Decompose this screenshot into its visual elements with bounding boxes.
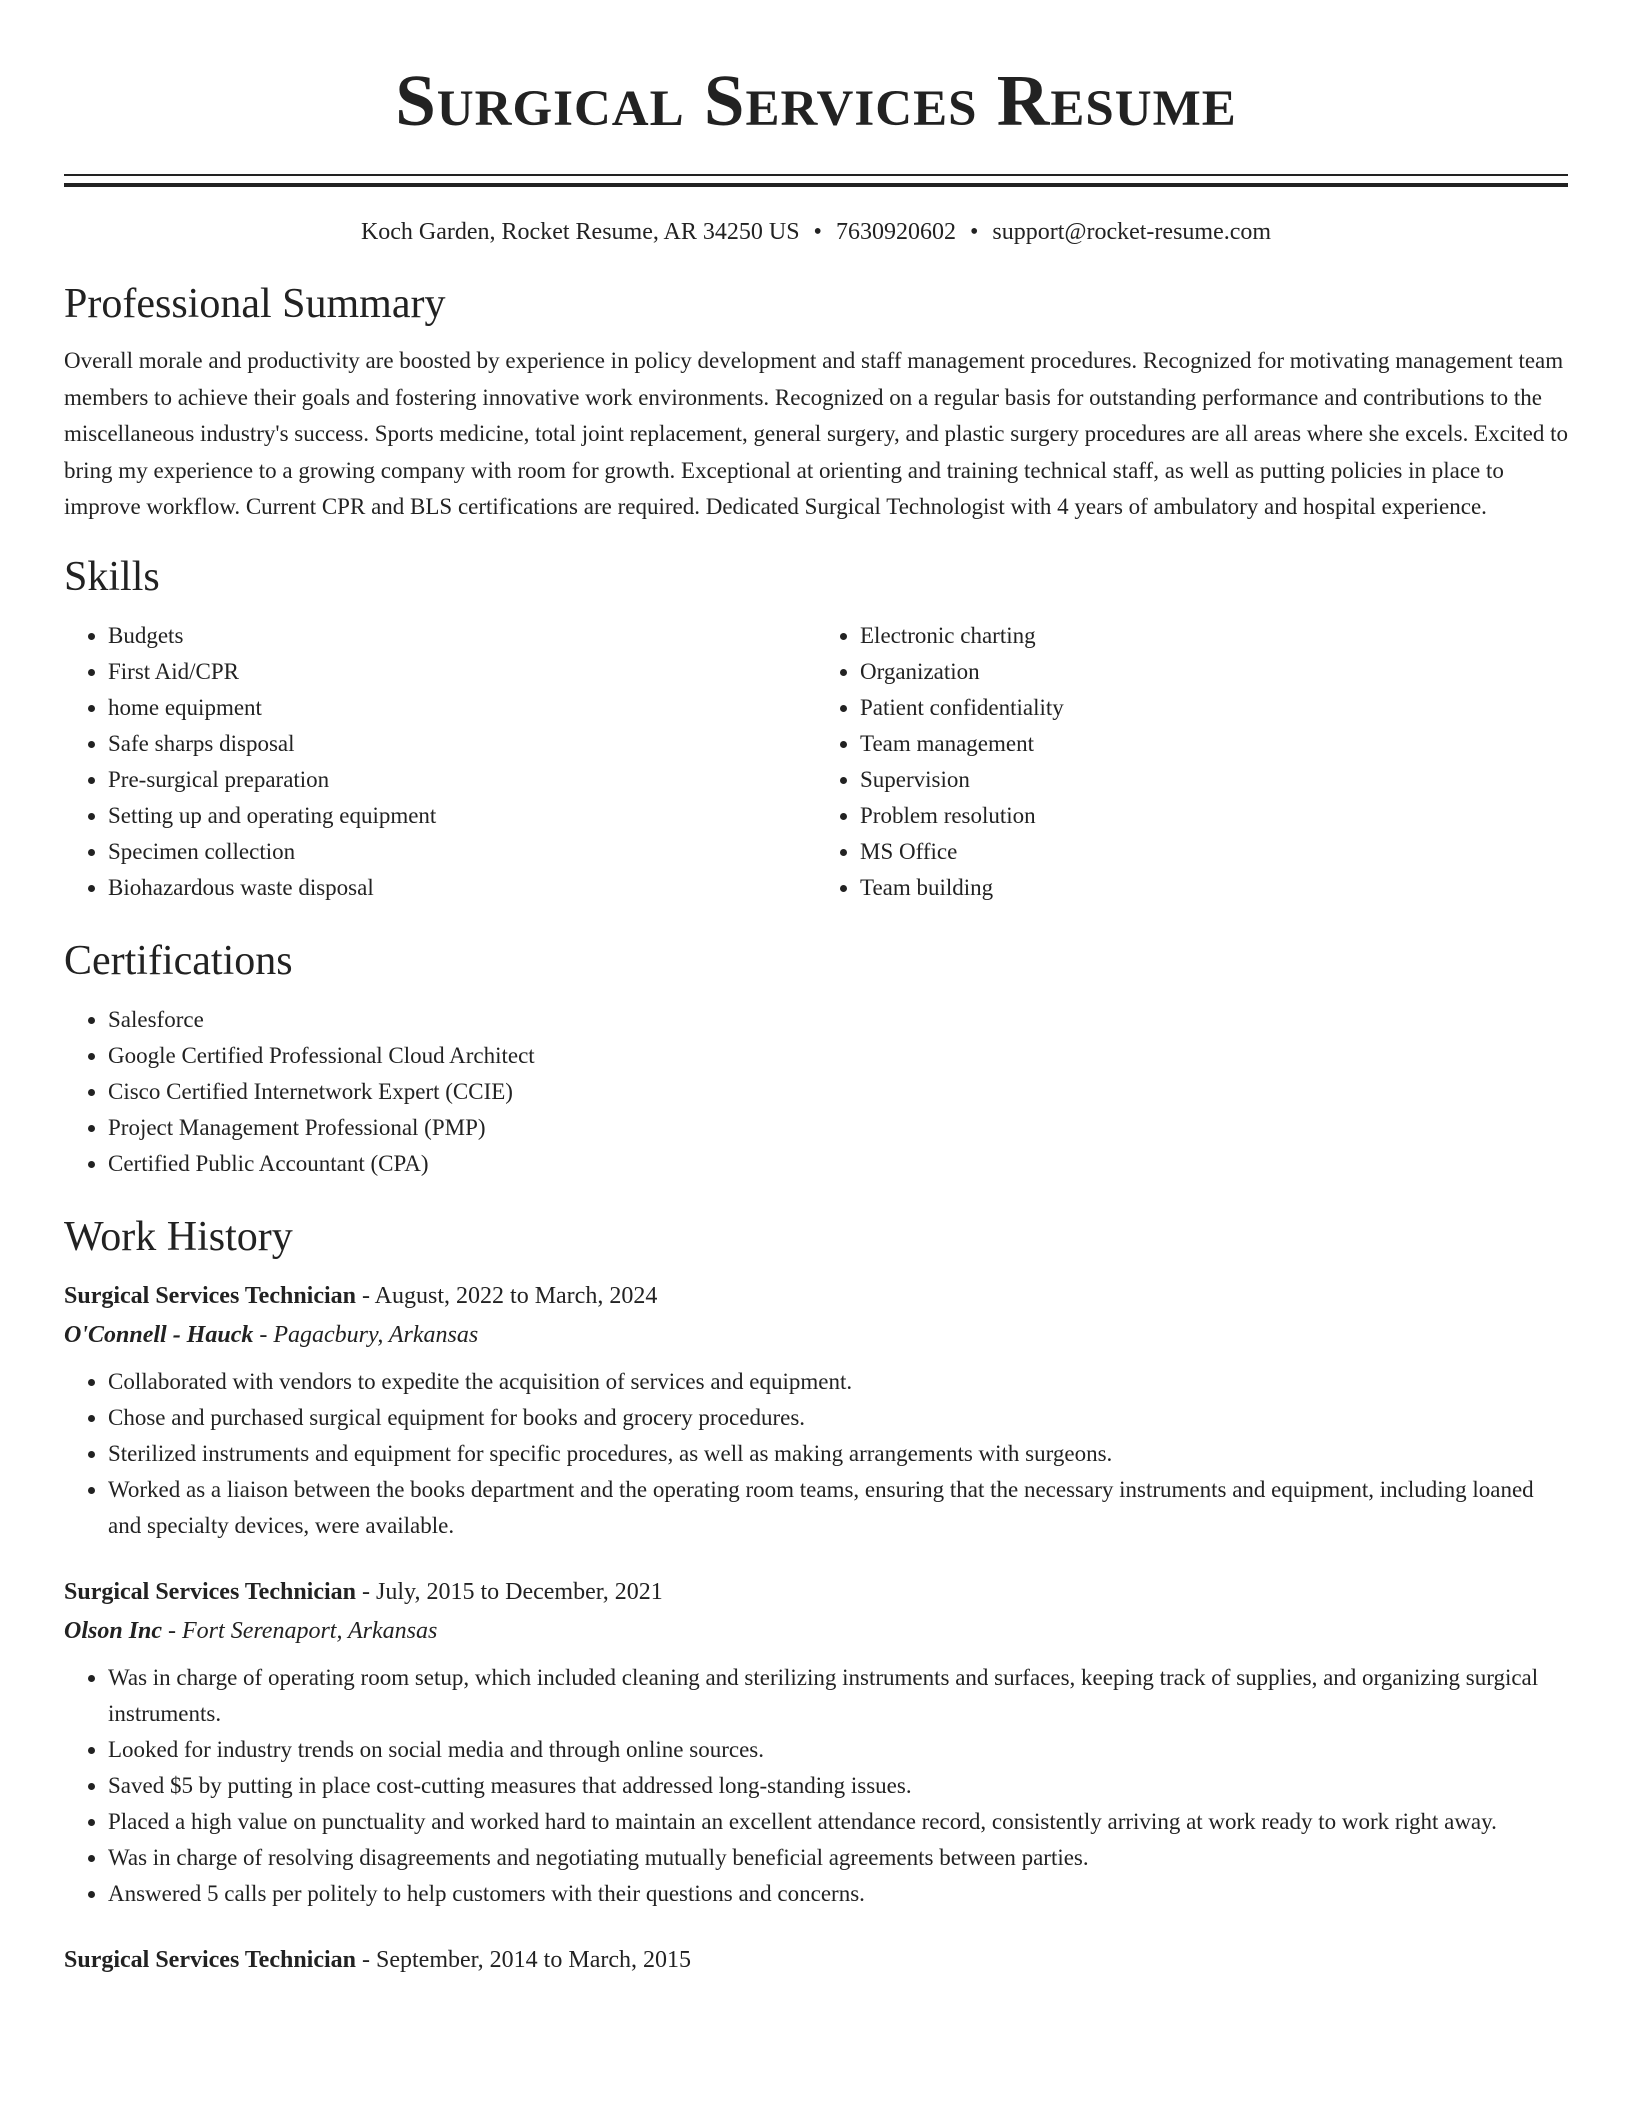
skill-item: • First Aid/CPR <box>108 654 816 690</box>
contact-line <box>64 215 1568 249</box>
duty-item: • Sterilized instruments and equipment for specific procedures, as well as making arrangements with surgeons. <box>108 1436 1568 1472</box>
job-company: O'Connell - Hauck <box>64 1321 254 1348</box>
section-heading-certifications: Certifications <box>64 937 293 984</box>
job-location: - Fort Serenaport, Arkansas <box>162 1617 438 1644</box>
certifications-section <box>64 934 1568 1182</box>
resume-title: Surgical Services Resume <box>395 60 1237 141</box>
certification-item: • Certified Public Accountant (CPA) <box>108 1146 1568 1182</box>
contact-email: support@rocket-resume.com <box>992 219 1272 245</box>
job-role: Surgical Services Technician <box>64 1946 357 1973</box>
certification-item: • Salesforce <box>108 1002 1568 1038</box>
job-dates: - July, 2015 to December, 2021 <box>356 1578 663 1605</box>
skills-section <box>64 550 1568 906</box>
skill-item: • Patient confidentiality <box>860 690 1568 726</box>
certification-item: • Project Management Professional (PMP) <box>108 1110 1568 1146</box>
job-role: Surgical Services Technician <box>64 1282 357 1309</box>
job-entry <box>64 1572 1568 1912</box>
skill-item: • home equipment <box>108 690 816 726</box>
job-location: - Pagacbury, Arkansas <box>253 1321 479 1348</box>
contact-separator: • <box>813 219 822 245</box>
skill-item: • Safe sharps disposal <box>108 726 816 762</box>
job-dates: - August, 2022 to March, 2024 <box>356 1282 658 1309</box>
job-company-line <box>64 1612 1568 1650</box>
job-entry <box>64 1940 1568 1980</box>
professional-summary-section <box>64 277 1568 526</box>
skills-columns <box>64 618 1568 906</box>
section-heading-summary: Professional Summary <box>64 281 446 327</box>
skill-item: • Supervision <box>860 762 1568 798</box>
duty-item: • Worked as a liaison between the books department and the operating room teams, ensuring that the necessary instruments and equipment, including loaned and specialty devices, were available. <box>108 1472 1568 1544</box>
duty-item: • Collaborated with vendors to expedite the acquisition of services and equipment. <box>108 1364 1568 1400</box>
duty-item: • Was in charge of operating room setup, which included cleaning and sterilizing instruments and surfaces, keeping track of supplies, and organizing surgical instruments. <box>108 1660 1568 1732</box>
skill-item: • Pre-surgical preparation <box>108 762 816 798</box>
skills-list-left <box>64 618 816 906</box>
job-duties-list <box>64 1364 1568 1544</box>
skill-item: • Specimen collection <box>108 834 816 870</box>
job-duties-list <box>64 1660 1568 1912</box>
job-role: Surgical Services Technician <box>64 1578 357 1605</box>
skill-item: • Problem resolution <box>860 798 1568 834</box>
section-heading-work-history: Work History <box>64 1213 293 1260</box>
skill-item: • Setting up and operating equipment <box>108 798 816 834</box>
job-title-line <box>64 1572 1568 1612</box>
job-company: Olson Inc <box>64 1617 163 1644</box>
skill-item: • Biohazardous waste disposal <box>108 870 816 906</box>
work-history-section <box>64 1210 1568 1980</box>
contact-phone: 7630920602 <box>835 219 956 245</box>
duty-item: • Was in charge of resolving disagreements and negotiating mutually beneficial agreements between parties. <box>108 1840 1568 1876</box>
skill-item: • Team management <box>860 726 1568 762</box>
certification-item: • Google Certified Professional Cloud Architect <box>108 1038 1568 1074</box>
job-title-line <box>64 1940 1568 1980</box>
job-title-line <box>64 1276 1568 1316</box>
duty-item: • Looked for industry trends on social media and through online sources. <box>108 1732 1568 1768</box>
job-entry <box>64 1276 1568 1544</box>
certification-item: • Cisco Certified Internetwork Expert (CCIE) <box>108 1074 1568 1110</box>
contact-address: Koch Garden, Rocket Resume, AR 34250 US <box>360 219 800 245</box>
duty-item: • Answered 5 calls per politely to help customers with their questions and concerns. <box>108 1876 1568 1912</box>
skill-item: • Budgets <box>108 618 816 654</box>
duty-item: • Saved $5 by putting in place cost-cutting measures that addressed long-standing issues. <box>108 1768 1568 1804</box>
skills-list-right <box>816 618 1568 906</box>
summary-text: Overall morale and productivity are boosted by experience in policy development and staff management procedures. Recognized for motivating management team members to achieve their goals and fostering innovative work environments. Recognized on a regular basis for outstanding performance and contributions to the miscellaneous industry's success. Sports medicine, total joint replacement, general surgery, and plastic surgery procedures are all areas where she excels. Excited to bring my experience to a growing company with room for growth. Exceptional at orienting and training technical staff, as well as putting policies in place to improve workflow. Current CPR and BLS certifications are required. Dedicated Surgical Technologist with 4 years of ambulatory and hospital experience. <box>64 348 1568 519</box>
certifications-list <box>64 1002 1568 1182</box>
contact-separator: • <box>969 219 979 245</box>
skill-item: • MS Office <box>860 834 1568 870</box>
duty-item: • Placed a high value on punctuality and worked hard to maintain an excellent attendance record, consistently arriving at work ready to work right away. <box>108 1804 1568 1840</box>
job-dates: - September, 2014 to March, 2015 <box>356 1946 691 1973</box>
job-company-line <box>64 1316 1568 1354</box>
title-divider <box>64 174 1568 187</box>
duty-item: • Chose and purchased surgical equipment for books and grocery procedures. <box>108 1400 1568 1436</box>
skill-item: • Electronic charting <box>860 618 1568 654</box>
skill-item: • Team building <box>860 870 1568 906</box>
section-heading-skills: Skills <box>64 553 160 600</box>
skill-item: • Organization <box>860 654 1568 690</box>
